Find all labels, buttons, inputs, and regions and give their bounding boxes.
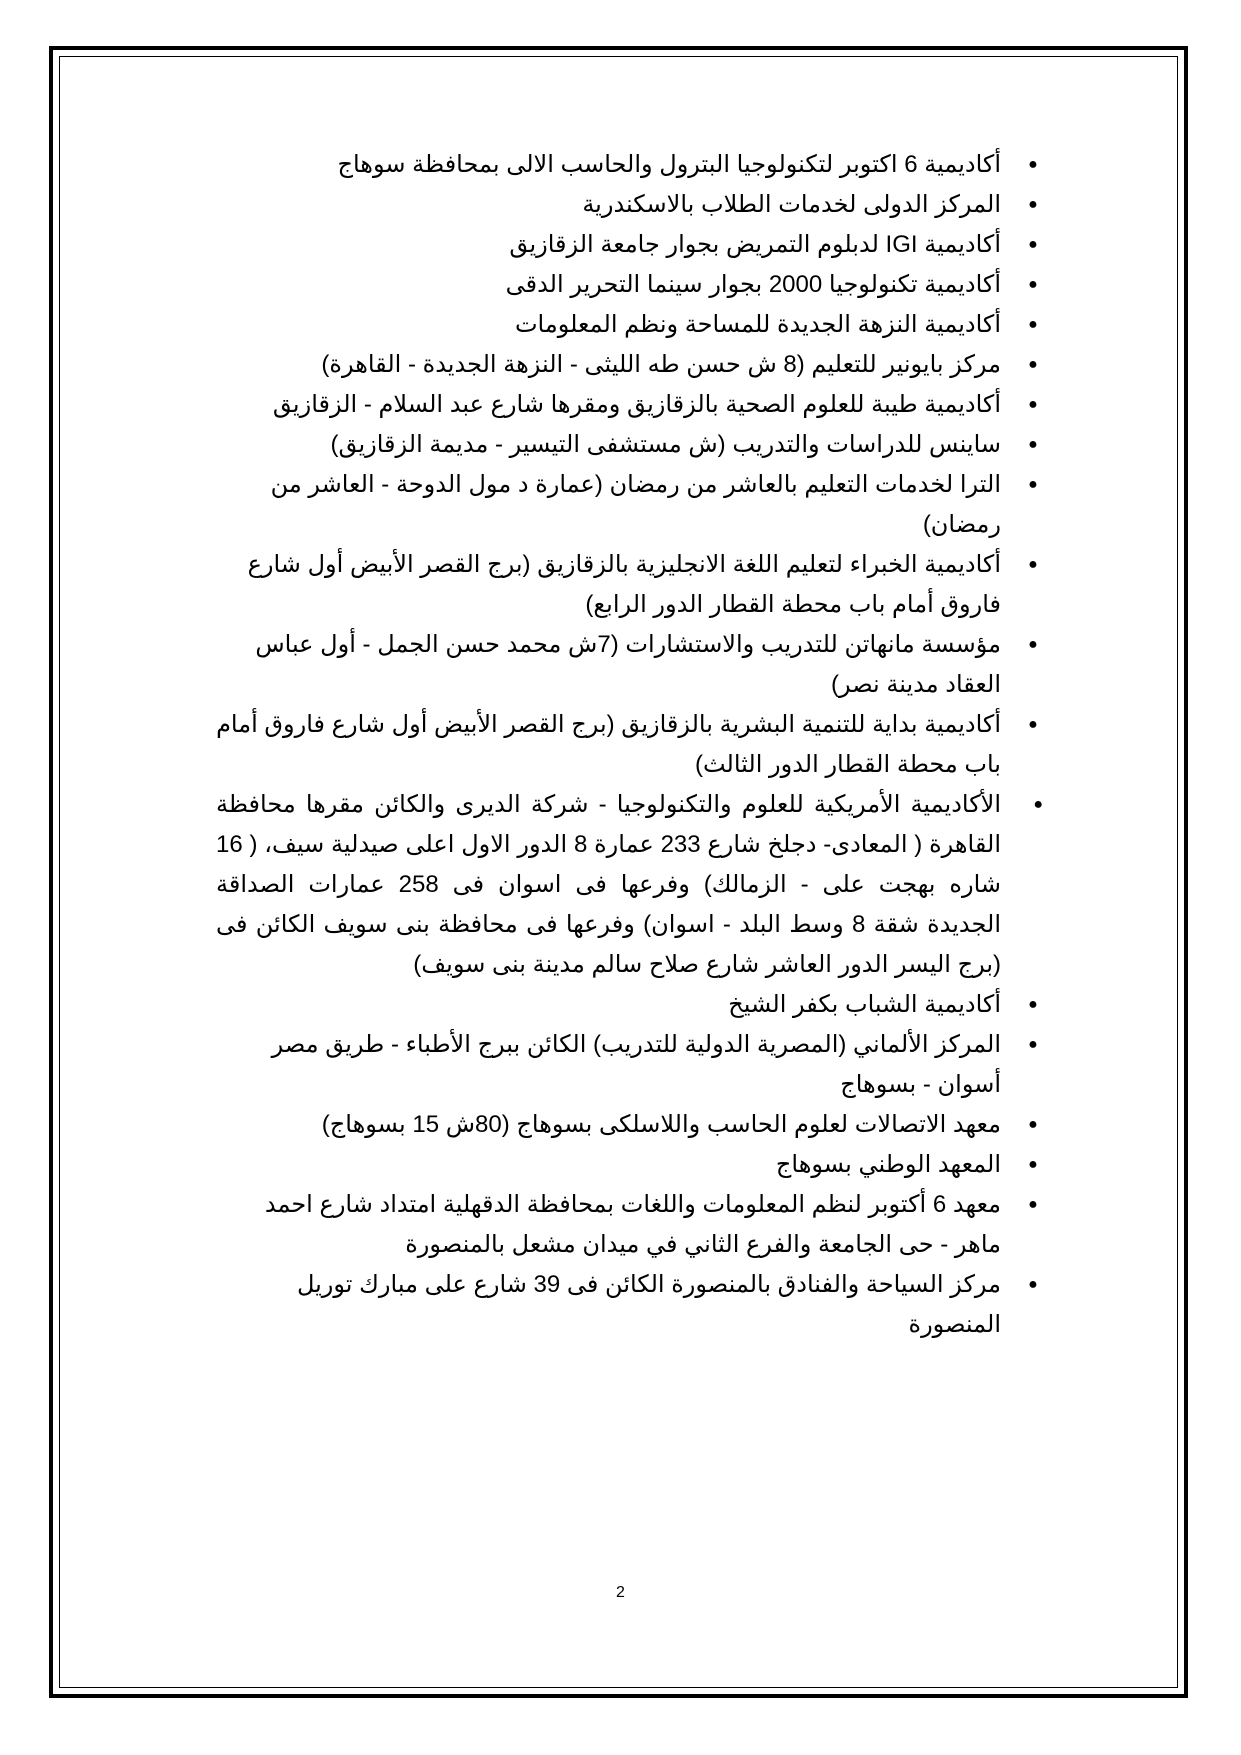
- list-item: [216, 625, 1038, 705]
- list-item: [216, 265, 1038, 305]
- bullet-icon: ●: [1028, 156, 1038, 173]
- bullet-icon: ●: [1028, 196, 1038, 213]
- list-item-text: مركز السياحة والفنادق بالمنصورة الكائن فى 39 شارع على مبارك توريل المنصورة: [296, 1271, 1001, 1338]
- bullet-icon: ●: [1028, 556, 1038, 573]
- bullet-icon: ●: [1028, 996, 1038, 1013]
- list-item: [216, 345, 1038, 385]
- list-item: [216, 545, 1038, 625]
- list-item: [216, 425, 1038, 465]
- bullet-icon: ●: [1028, 636, 1038, 653]
- list-item-text: معهد الاتصالات لعلوم الحاسب واللاسلكى بسوهاج (80ش 15 بسوهاج): [321, 1111, 1001, 1138]
- list-item-text: المركز الألماني (المصرية الدولية للتدريب) الكائن ببرج الأطباء - طريق مصر أسوان - بسوهاج: [271, 1031, 1001, 1098]
- bullet-icon: ●: [1028, 1196, 1038, 1213]
- list-item-text: مؤسسة مانهاتن للتدريب والاستشارات (7ش محمد حسن الجمل - أول عباس العقاد مدينة نصر): [255, 631, 1001, 698]
- list-item-text: معهد 6 أكتوبر لنظم المعلومات واللغات بمحافظة الدقهلية امتداد شارع احمد ماهر - حى الجامعة والفرع الثاني في ميدان مشعل بالمنصورة: [264, 1191, 1001, 1258]
- list-item: [216, 185, 1038, 225]
- list-item: [216, 1105, 1038, 1145]
- bullet-icon: ●: [1028, 276, 1038, 293]
- bullet-icon: ●: [1028, 476, 1038, 493]
- bullet-icon: ●: [1028, 716, 1038, 733]
- list-item-text: ساينس للدراسات والتدريب (ش مستشفى التيسير - مديمة الزقازيق): [330, 431, 1001, 458]
- bullet-icon: ●: [1028, 1156, 1038, 1173]
- bullet-icon: ●: [1033, 796, 1043, 813]
- bullet-icon: ●: [1028, 1036, 1038, 1053]
- list-item: [216, 305, 1038, 345]
- list-item-text: أكاديمية الشباب بكفر الشيخ: [728, 991, 1001, 1018]
- bullet-icon: ●: [1028, 356, 1038, 373]
- list-item-text: أكاديمية IGI لدبلوم التمريض بجوار جامعة الزقازيق: [509, 231, 1001, 258]
- bullet-icon: ●: [1028, 1276, 1038, 1293]
- bullet-icon: ●: [1028, 396, 1038, 413]
- document-body: [216, 145, 1043, 1345]
- list-item: [216, 145, 1038, 185]
- list-item: [216, 1185, 1038, 1265]
- list-item: [216, 985, 1038, 1025]
- list-item: [216, 1265, 1038, 1345]
- list-item: [216, 785, 1043, 985]
- list-item: [216, 1145, 1038, 1185]
- bullet-icon: ●: [1028, 436, 1038, 453]
- list-item-text: المركز الدولى لخدمات الطلاب بالاسكندرية: [582, 191, 1001, 218]
- bullet-icon: ●: [1028, 316, 1038, 333]
- list-item: [216, 1025, 1038, 1105]
- list-item-text: أكاديمية النزهة الجديدة للمساحة ونظم المعلومات: [514, 311, 1001, 338]
- list-item-text: أكاديمية بداية للتنمية البشرية بالزقازيق (برج القصر الأبيض أول شارع فاروق أمام باب محطة القطار الدور الثالث): [216, 711, 1001, 778]
- list-item-text: مركز بايونير للتعليم (8 ش حسن طه الليثى - النزهة الجديدة - القاهرة): [321, 351, 1001, 378]
- list-item: [216, 465, 1038, 545]
- page-number: 2: [616, 1584, 625, 1601]
- institutions-list: [216, 145, 1043, 1345]
- bullet-icon: ●: [1028, 1116, 1038, 1133]
- list-item: [216, 705, 1038, 785]
- list-item-text: أكاديمية طيبة للعلوم الصحية بالزقازيق ومقرها شارع عبد السلام - الزقازيق: [272, 391, 1001, 418]
- list-item-text: أكاديمية تكنولوجيا 2000 بجوار سينما التحرير الدقى: [505, 271, 1001, 298]
- list-item: [216, 225, 1038, 265]
- list-item-text: الترا لخدمات التعليم بالعاشر من رمضان (عمارة د مول الدوحة - العاشر من رمضان): [270, 471, 1001, 538]
- list-item: [216, 385, 1038, 425]
- list-item-text: أكاديمية 6 اكتوبر لتكنولوجيا البترول والحاسب الالى بمحافظة سوهاج: [337, 151, 1001, 178]
- list-item-text: الأكاديمية الأمريكية للعلوم والتكنولوجيا - شركة الديرى والكائن مقرها محافظة القاهرة ( المعادى- دجلخ شارع 233 عمارة 8 الدور الاول اعلى صيدلية سيف، ( 16 شاره بهجت على - الزمالك) وفرعها فى اسوان فى 258 عمارات الصداقة الجديدة شقة 8 وسط البلد - اسوان) وفرعها فى محافظة بنى سويف الكائن فى (برج اليسر الدور العاشر شارع صلاح سالم مدينة بنى سويف): [216, 791, 1002, 978]
- bullet-icon: ●: [1028, 236, 1038, 253]
- list-item-text: أكاديمية الخبراء لتعليم اللغة الانجليزية بالزقازيق (برج القصر الأبيض أول شارع فاروق أمام باب محطة القطار الدور الرابع): [247, 551, 1001, 618]
- list-item-text: المعهد الوطني بسوهاج: [775, 1151, 1001, 1178]
